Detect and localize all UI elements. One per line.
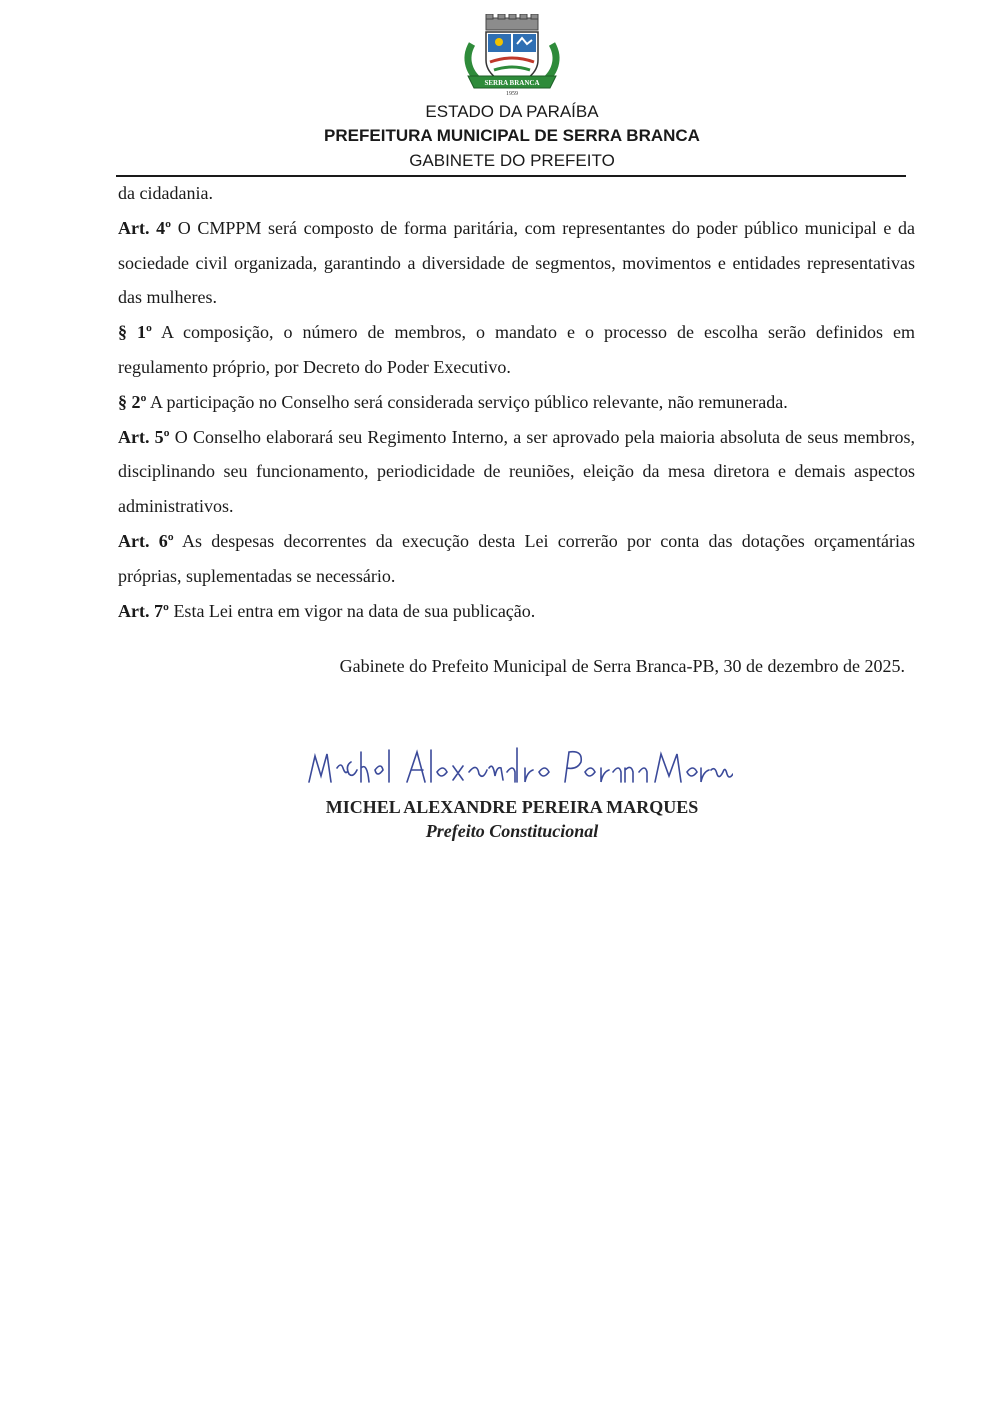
article-label: § 1º (118, 322, 152, 343)
article-label: Art. 7º (118, 600, 169, 621)
paragraph-text: As despesas decorrentes da execução desta Lei correrão por conta das dotações orçamentárias próprias, suplementadas se necessário. (118, 530, 915, 586)
place-date: Gabinete do Prefeito Municipal de Serra Branca-PB, 30 de dezembro de 2025. (339, 656, 905, 676)
paragraph-text: A composição, o número de membros, o mandato e o processo de escolha serão definidos em regulamento próprio, por Decreto do Poder Executivo. (118, 322, 915, 377)
paragraph-art-6 (118, 524, 915, 594)
article-label: Art. 5º (118, 426, 170, 447)
paragraph-text: O Conselho elaborará seu Regimento Interno, a ser aprovado pela maioria absoluta de seus membros, disciplinando seu funcionamento, periodicidade de reuniões, eleição da mesa diretora e demais aspectos administrativos. (118, 426, 915, 517)
municipal-crest-logo (462, 14, 562, 96)
svg-text:SERRA BRANCA: SERRA BRANCA (484, 79, 540, 87)
paragraph-continuation (118, 176, 915, 211)
header-office: GABINETE DO PREFEITO (409, 151, 615, 170)
paragraph-text: da cidadania. (118, 183, 213, 203)
header-state: ESTADO DA PARAÍBA (425, 102, 599, 121)
article-label: Art. 6º (118, 530, 174, 551)
svg-text:1959: 1959 (506, 91, 518, 96)
signatory-role: Prefeito Constitucional (425, 821, 599, 841)
paragraph-art-5 (118, 420, 915, 524)
paragraph-par-2 (118, 385, 915, 420)
paragraph-art-4 (118, 211, 915, 315)
paragraph-text: O CMPPM será composto de forma paritária, com representantes do poder público municipal e da sociedade civil organizada, garantindo a diversidade de segmentos, movimentos e entidades representativas das mulheres. (118, 217, 915, 308)
paragraph-art-7 (118, 594, 915, 629)
document-body (118, 176, 915, 628)
signatory-name: MICHEL ALEXANDRE PEREIRA MARQUES (325, 797, 699, 817)
paragraph-par-1 (118, 315, 915, 385)
paragraph-text: Esta Lei entra em vigor na data de sua publicação. (168, 600, 536, 621)
handwritten-signature (303, 742, 733, 796)
paragraph-text: A participação no Conselho será considerada serviço público relevante, não remunerada. (146, 391, 788, 412)
header-municipality: PREFEITURA MUNICIPAL DE SERRA BRANCA (324, 126, 700, 145)
article-label: § 2º (118, 391, 147, 412)
article-label: Art. 4º (118, 217, 172, 238)
